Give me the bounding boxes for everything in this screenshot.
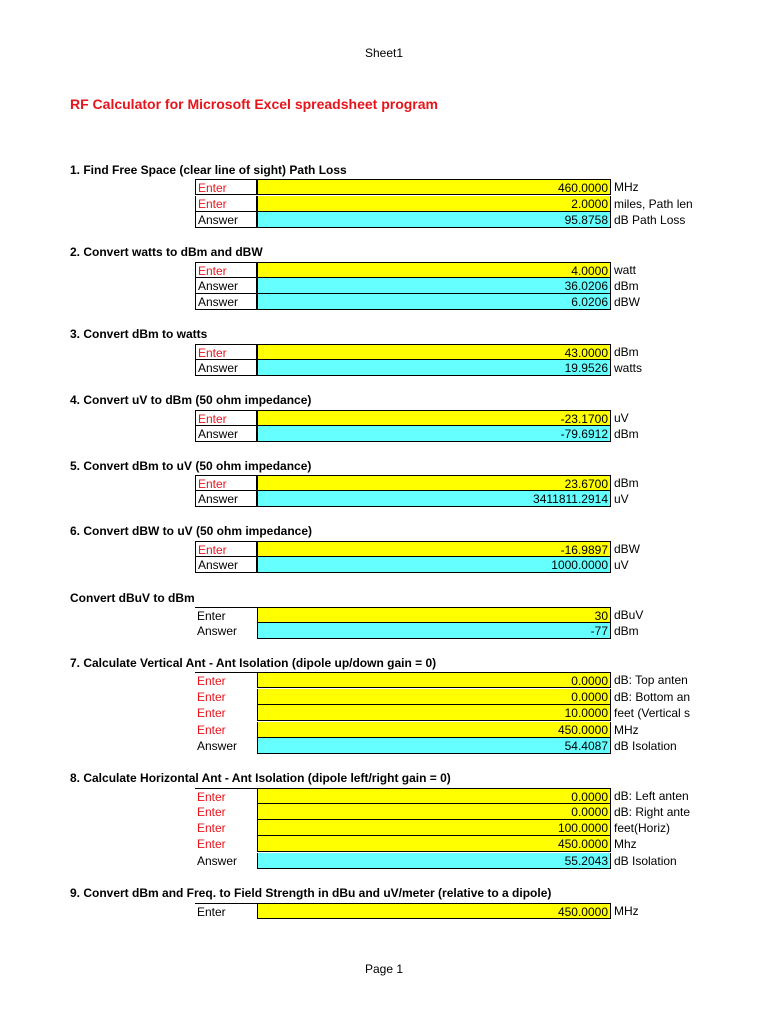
section-5-row-2 (195, 491, 695, 507)
input-cell[interactable]: 450.0000 (257, 722, 611, 738)
row-label: Enter (195, 179, 257, 195)
section-6-row-2 (195, 557, 695, 573)
unit-label: feet(Horiz) (614, 821, 671, 835)
input-cell[interactable]: 43.0000 (257, 344, 611, 360)
section-7-row-3 (195, 705, 695, 721)
unit-label: feet (Vertical s (614, 706, 691, 720)
row-label: Enter (195, 788, 257, 804)
unit-label: dB: Right ante (614, 805, 691, 819)
row-label: Answer (195, 278, 257, 294)
input-cell[interactable]: 23.6700 (257, 475, 611, 491)
unit-label: uV (614, 558, 629, 572)
input-cell[interactable]: -23.1700 (257, 410, 611, 426)
section-dbuv-title: Convert dBuV to dBm (70, 591, 195, 605)
input-cell[interactable]: -16.9897 (257, 541, 611, 557)
input-cell[interactable]: 10.0000 (257, 705, 611, 721)
section-3-row-2 (195, 360, 695, 376)
section-4-title: 4. Convert uV to dBm (50 ohm impedance) (70, 393, 312, 407)
section-2-row-1 (195, 262, 695, 278)
answer-cell: -79.6912 (257, 426, 611, 442)
section-2-title: 2. Convert watts to dBm and dBW (70, 245, 263, 259)
page-title: RF Calculator for Microsoft Excel spreadsheet program (70, 96, 438, 112)
row-label: Enter (195, 541, 257, 557)
section-7-row-5 (195, 738, 695, 754)
row-label: Enter (195, 475, 257, 491)
input-cell[interactable]: 2.0000 (257, 196, 611, 212)
input-cell[interactable]: 450.0000 (257, 903, 611, 919)
row-label: Answer (197, 739, 238, 753)
row-label: Enter (197, 837, 226, 851)
section-dbuv-row-1 (195, 607, 695, 623)
section-1-title: 1. Find Free Space (clear line of sight) Path Loss (70, 163, 347, 177)
row-label: Enter (195, 672, 257, 688)
unit-label: dB: Left anten (614, 789, 689, 803)
row-label: Enter (195, 607, 257, 623)
unit-label: MHz (614, 180, 639, 194)
answer-cell: 54.4087 (257, 738, 611, 754)
row-label: Enter (195, 196, 257, 212)
row-label: Enter (197, 706, 226, 720)
row-label: Enter (197, 805, 226, 819)
row-label: Enter (195, 903, 257, 919)
unit-label: dB Path Loss (614, 213, 686, 227)
row-label: Answer (195, 557, 257, 573)
unit-label: MHz (614, 723, 639, 737)
section-2-row-3 (195, 294, 695, 310)
row-label: Enter (195, 262, 257, 278)
unit-label: watt (614, 263, 637, 277)
input-cell[interactable]: 4.0000 (257, 262, 611, 278)
section-8-row-3 (195, 820, 695, 836)
answer-cell: 1000.0000 (257, 557, 611, 573)
page-number: Page 1 (364, 962, 404, 976)
input-cell[interactable]: 100.0000 (257, 820, 611, 836)
input-cell[interactable]: 0.0000 (257, 672, 611, 688)
row-label: Answer (197, 854, 238, 868)
row-label: Enter (195, 410, 257, 426)
sheet-label: Sheet1 (364, 46, 404, 60)
row-label: Answer (195, 491, 257, 507)
section-5-title: 5. Convert dBm to uV (50 ohm impedance) (70, 459, 312, 473)
unit-label: dBW (614, 295, 641, 309)
section-8-row-4 (195, 836, 695, 852)
answer-cell: 55.2043 (257, 853, 611, 869)
unit-label: dB Isolation (614, 739, 677, 753)
row-label: Answer (195, 426, 257, 442)
row-label: Answer (195, 294, 257, 310)
row-label: Enter (197, 690, 226, 704)
answer-cell: 95.8758 (257, 212, 611, 228)
section-4-row-2 (195, 426, 695, 442)
section-8-row-1 (195, 788, 695, 804)
unit-label: dBm (614, 279, 639, 293)
input-cell[interactable]: 0.0000 (257, 788, 611, 804)
unit-label: miles, Path len (614, 197, 693, 211)
unit-label: Mhz (614, 837, 637, 851)
unit-label: dB: Top anten (614, 673, 688, 687)
section-1-row-2 (195, 196, 695, 212)
unit-label: dB Isolation (614, 854, 677, 868)
input-cell[interactable]: 450.0000 (257, 836, 611, 852)
section-4-row-1 (195, 410, 695, 426)
section-dbuv-row-2 (195, 623, 695, 639)
section-7-row-1 (195, 672, 695, 688)
section-8-row-5 (195, 853, 695, 869)
section-8-title: 8. Calculate Horizontal Ant - Ant Isolation (dipole left/right gain = 0) (70, 771, 451, 785)
row-label: Enter (197, 821, 226, 835)
answer-cell: 19.9526 (257, 360, 611, 376)
unit-label: dBuV (614, 608, 644, 622)
section-9-title: 9. Convert dBm and Freq. to Field Strength in dBu and uV/meter (relative to a dipole) (70, 886, 552, 900)
row-label: Enter (195, 344, 257, 360)
unit-label: dBm (614, 624, 639, 638)
section-9-row-1 (195, 903, 695, 919)
row-label: Answer (195, 212, 257, 228)
section-7-row-2 (195, 689, 695, 705)
section-7-row-4 (195, 722, 695, 738)
unit-label: uV (614, 492, 629, 506)
input-cell[interactable]: 0.0000 (257, 689, 611, 705)
unit-label: uV (614, 411, 629, 425)
input-cell[interactable]: 460.0000 (257, 179, 611, 195)
unit-label: dBm (614, 345, 639, 359)
unit-label: MHz (614, 904, 639, 918)
answer-cell: 3411811.2914 (257, 491, 611, 507)
row-label: Enter (197, 723, 226, 737)
section-3-row-1 (195, 344, 695, 360)
input-cell[interactable]: 0.0000 (257, 804, 611, 820)
unit-label: dBm (614, 476, 639, 490)
unit-label: dB: Bottom an (614, 690, 691, 704)
row-label: Answer (197, 624, 238, 638)
section-3-title: 3. Convert dBm to watts (70, 327, 208, 341)
section-5-row-1 (195, 475, 695, 491)
section-1-row-3 (195, 212, 695, 228)
section-7-title: 7. Calculate Vertical Ant - Ant Isolation (dipole up/down gain = 0) (70, 656, 437, 670)
section-6-row-1 (195, 541, 695, 557)
answer-cell: 6.0206 (257, 294, 611, 310)
input-cell[interactable]: 30 (257, 607, 611, 623)
section-8-row-2 (195, 804, 695, 820)
unit-label: dBm (614, 427, 639, 441)
unit-label: watts (614, 361, 643, 375)
section-2-row-2 (195, 278, 695, 294)
unit-label: dBW (614, 542, 641, 556)
section-6-title: 6. Convert dBW to uV (50 ohm impedance) (70, 524, 313, 538)
answer-cell: -77 (257, 623, 611, 639)
answer-cell: 36.0206 (257, 278, 611, 294)
section-1-row-1 (195, 179, 695, 195)
row-label: Answer (195, 360, 257, 376)
